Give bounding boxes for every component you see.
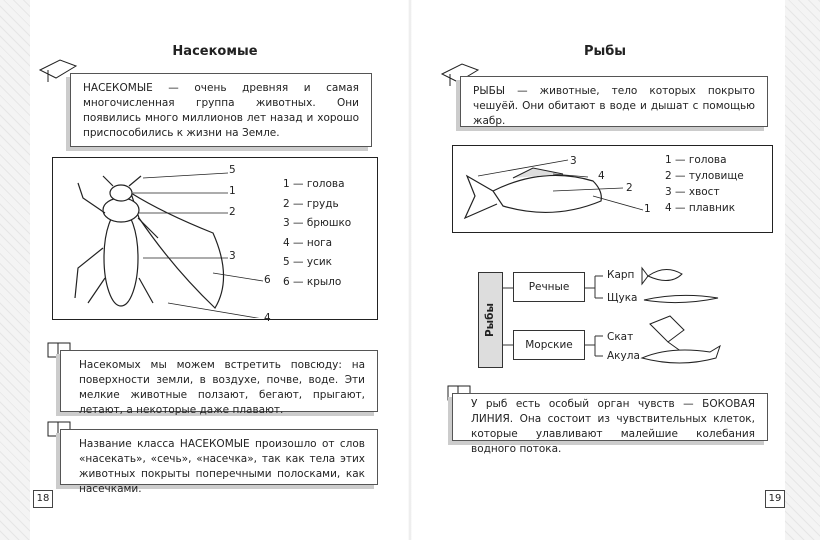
legend-item: 1 — голова xyxy=(283,178,345,190)
marker-5: 5 xyxy=(229,164,236,176)
fish-legend xyxy=(665,152,744,216)
left-doodle-border xyxy=(0,0,30,540)
legend-item: 5 — усик xyxy=(283,256,333,268)
fact-box-habitat: Насекомых мы можем встретить повсюду: на поверхности земли, в воздухе, почве, воде. Эти мелкие животные ползают, бегают, прыгают, летают, а некоторые даже плавают. xyxy=(60,350,378,412)
legend-item: 4 — нога xyxy=(283,236,333,249)
legend-item: 4 — плавник xyxy=(665,202,736,214)
page-number: 19 xyxy=(765,490,785,508)
marker-1: 1 xyxy=(229,185,236,197)
species-drawings xyxy=(640,262,730,372)
marker-2: 2 xyxy=(229,206,236,218)
right-doodle-border xyxy=(785,0,820,540)
root-label: Рыбы xyxy=(484,302,497,338)
book-gutter xyxy=(408,0,412,540)
marker-4: 4 xyxy=(264,312,271,324)
fact-box-lateral-line: У рыб есть особый орган чувств — БОКОВАЯ ЛИНИЯ. Она состоит из чувствительных клеток, которые улавливают малейшие колебания водного потока. xyxy=(452,393,768,441)
fact-box-name-origin: Название класса НАСЕКОМЫЕ произошло от слов «насекать», «сечь», «насечка», так как тела этих животных покрыты поперечными полосками, как насечками. xyxy=(60,429,378,485)
legend-item: 3 — хвост xyxy=(665,186,720,198)
marker-3: 3 xyxy=(229,250,236,262)
species-ray: Скат xyxy=(607,331,634,343)
insect-legend xyxy=(283,175,351,292)
intro-box: НАСЕКОМЫЕ — очень древняя и самая многочисленная группа животных. Они появились много миллионов лет назад и хорошо приспособились к жизни на Земле. xyxy=(70,73,372,147)
species-shark: Акула xyxy=(607,350,640,362)
species-pike: Щука xyxy=(607,292,638,304)
legend-item: 2 — туловище xyxy=(665,170,744,182)
marker-2: 2 xyxy=(626,182,633,194)
page-number: 18 xyxy=(33,490,53,508)
legend-item: 1 — голова xyxy=(665,154,727,166)
group-sea: Морские xyxy=(513,330,585,360)
group-river: Речные xyxy=(513,272,585,302)
marker-1: 1 xyxy=(644,203,651,215)
legend-item: 3 — брюшко xyxy=(283,217,352,229)
marker-3: 3 xyxy=(570,155,577,167)
page-title: Насекомые xyxy=(172,44,258,59)
marker-6: 6 xyxy=(264,274,271,286)
intro-box: РЫБЫ — животные, тело которых покрыто чешуёй. Они обитают в воде и дышат с помощью жабр. xyxy=(460,76,768,127)
marker-4: 4 xyxy=(598,170,605,182)
page-title: Рыбы xyxy=(583,44,627,59)
legend-item: 6 — крыло xyxy=(283,275,342,288)
legend-item: 2 — грудь xyxy=(283,197,339,210)
species-carp: Карп xyxy=(607,269,635,281)
classification-root xyxy=(478,272,503,368)
